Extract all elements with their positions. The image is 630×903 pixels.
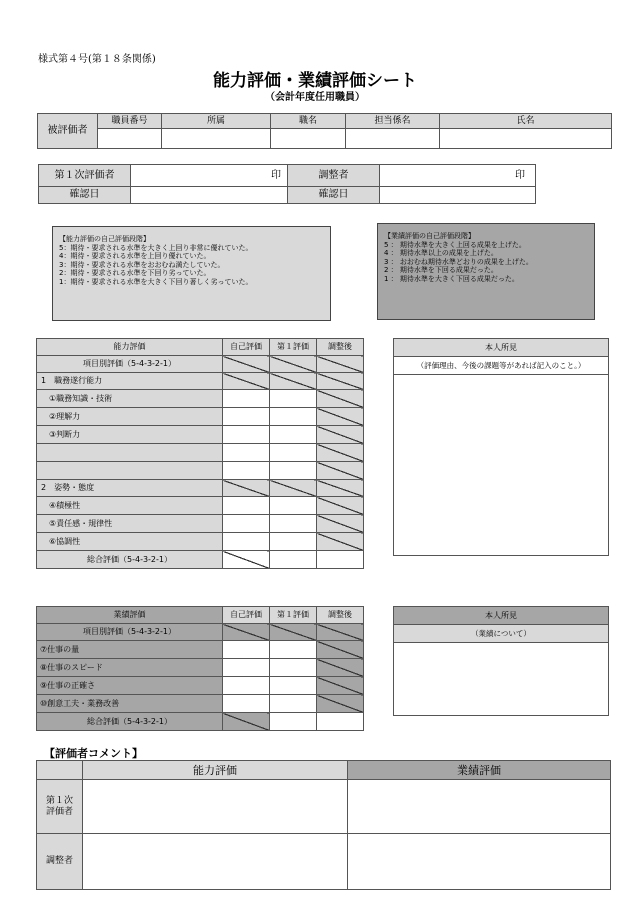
performance-total-first[interactable] (270, 713, 317, 731)
item-10-label: ⑩創意工夫・業務改善 (37, 695, 223, 713)
first-evaluator-label: 第１次評価者 (39, 165, 131, 187)
ability-table (36, 338, 364, 569)
self-opinion-performance[interactable] (393, 606, 609, 716)
self-opinion-ability[interactable] (393, 338, 609, 556)
item-1-label: ①職務知識・技術 (37, 390, 223, 408)
corner-cell (37, 761, 83, 780)
col-department: 所属 (162, 114, 271, 129)
blocked-cell (317, 533, 364, 551)
first-confirm-date[interactable] (131, 187, 288, 204)
self-eval-header: 自己評価 (223, 607, 270, 624)
blocked-cell (270, 356, 317, 373)
blank-item-first[interactable] (270, 462, 317, 480)
col-section: 担当係名 (346, 114, 440, 129)
item-9-first[interactable] (270, 677, 317, 695)
form-number: 様式第４号(第１８条関係) (38, 54, 156, 65)
comment-row-adjuster: 調整者 (37, 834, 83, 890)
performance-header: 業績評価 (37, 607, 223, 624)
blocked-cell (317, 390, 364, 408)
evaluatee-label: 被評価者 (38, 114, 98, 149)
ability-scale-line: 5：期待・要求される水準を大きく上回り非常に優れていた。 (59, 243, 253, 252)
blocked-cell (223, 356, 270, 373)
adjuster-confirm-label: 確認日 (288, 187, 380, 204)
performance-scale-title: 【業績評価の自己評価段階】 (384, 232, 475, 240)
blocked-cell (317, 426, 364, 444)
item-10-first[interactable] (270, 695, 317, 713)
item-3-first[interactable] (270, 426, 317, 444)
ability-total-adjusted[interactable] (317, 551, 364, 569)
first-confirm-label: 確認日 (39, 187, 131, 204)
item-6-label: ⑥協調性 (37, 533, 223, 551)
item-9-self[interactable] (223, 677, 270, 695)
blocked-cell (223, 551, 270, 569)
self-opinion-title: 本人所見 (394, 339, 608, 357)
item-8-first[interactable] (270, 659, 317, 677)
item-3-label: ③判断力 (37, 426, 223, 444)
item-5-label: ⑤責任感・規律性 (37, 515, 223, 533)
item-1-first[interactable] (270, 390, 317, 408)
staff-number-cell[interactable] (98, 129, 162, 149)
performance-total-adjusted[interactable] (317, 713, 364, 731)
adjuster-seal[interactable]: 印 (380, 165, 536, 187)
blocked-cell (317, 408, 364, 426)
comment-col-ability: 能力評価 (83, 761, 348, 780)
ability-total-first[interactable] (270, 551, 317, 569)
blocked-cell (317, 480, 364, 497)
item-4-self[interactable] (223, 497, 270, 515)
item-2-first[interactable] (270, 408, 317, 426)
performance-scale-line: 3 ： おおむね期待水準どおりの成果を上げた。 (384, 257, 533, 266)
blocked-cell (223, 713, 270, 731)
department-cell[interactable] (162, 129, 271, 149)
first-performance-comment[interactable] (348, 780, 611, 834)
blocked-cell (317, 356, 364, 373)
ability-scale-line: 1：期待・要求される水準を大きく下回り著しく劣っていた。 (59, 277, 253, 286)
item-7-label: ⑦仕事の量 (37, 641, 223, 659)
comments-table (36, 760, 611, 890)
ability-scale-box (52, 226, 331, 321)
item-9-label: ⑨仕事の正確さ (37, 677, 223, 695)
comments-title: 【評価者コメント】 (44, 747, 143, 760)
col-name: 氏名 (440, 114, 612, 129)
item-4-first[interactable] (270, 497, 317, 515)
ability-scale-title: 【能力評価の自己評価段階】 (59, 235, 150, 243)
self-opinion-note: （評価理由、今後の課題等があれば記入のこと。） (394, 357, 608, 375)
performance-scale-line: 4 ： 期待水準以上の成果を上げた。 (384, 249, 498, 258)
blocked-cell (317, 373, 364, 390)
adjusted-header: 調整後 (317, 339, 364, 356)
adjusted-header: 調整後 (317, 607, 364, 624)
blocked-cell (317, 677, 364, 695)
item-6-self[interactable] (223, 533, 270, 551)
item-8-self[interactable] (223, 659, 270, 677)
performance-scale-box (377, 223, 595, 320)
first-ability-comment[interactable] (83, 780, 348, 834)
blank-item-self[interactable] (223, 462, 270, 480)
section-2-label: 2 姿勢・態度 (37, 480, 223, 497)
blocked-cell (270, 480, 317, 497)
col-staff-number: 職員番号 (98, 114, 162, 129)
first-eval-header: 第１評価 (270, 339, 317, 356)
performance-total-label: 総合評価（5-4-3-2-1） (37, 713, 223, 731)
item-7-self[interactable] (223, 641, 270, 659)
evaluatee-table (37, 113, 612, 149)
blocked-cell (317, 659, 364, 677)
item-3-self[interactable] (223, 426, 270, 444)
first-eval-header: 第１評価 (270, 607, 317, 624)
blocked-cell (317, 624, 364, 641)
blocked-cell (270, 624, 317, 641)
comment-row-first-evaluator: 第１次 評価者 (37, 780, 83, 834)
blocked-cell (317, 641, 364, 659)
item-2-self[interactable] (223, 408, 270, 426)
comment-col-performance: 業績評価 (348, 761, 611, 780)
ability-scale-line: 4：期待・要求される水準を上回り優れていた。 (59, 252, 211, 261)
name-cell[interactable] (440, 129, 612, 149)
performance-scale-line: 2 ： 期待水準を下回る成果だった。 (384, 266, 498, 275)
item-7-first[interactable] (270, 641, 317, 659)
blocked-cell (223, 373, 270, 390)
blocked-cell (317, 444, 364, 462)
job-title-cell[interactable] (271, 129, 346, 149)
first-evaluator-seal[interactable]: 印 (131, 165, 288, 187)
adjuster-label: 調整者 (288, 165, 380, 187)
performance-scale-line: 5 ： 期待水準を大きく上回る成果を上げた。 (384, 240, 526, 249)
page-subtitle: （会計年度任用職員） (265, 92, 365, 103)
adjuster-ability-comment[interactable] (83, 834, 348, 890)
ability-header: 能力評価 (37, 339, 223, 356)
blank-item-first[interactable] (270, 444, 317, 462)
item-8-label: ⑧仕事のスピード (37, 659, 223, 677)
ability-scale-line: 3：期待・要求される水準をおおむね満たしていた。 (59, 260, 225, 269)
item-eval-label: 項目別評価（5-4-3-2-1） (37, 624, 223, 641)
blank-item-label (37, 444, 223, 462)
item-eval-label: 項目別評価（5-4-3-2-1） (37, 356, 223, 373)
item-5-first[interactable] (270, 515, 317, 533)
blocked-cell (223, 624, 270, 641)
section-1-label: 1 職務遂行能力 (37, 373, 223, 390)
blocked-cell (317, 695, 364, 713)
self-eval-header: 自己評価 (223, 339, 270, 356)
self-opinion-title: 本人所見 (394, 607, 608, 625)
blocked-cell (223, 480, 270, 497)
ability-total-label: 総合評価（5-4-3-2-1） (37, 551, 223, 569)
item-1-self[interactable] (223, 390, 270, 408)
blocked-cell (317, 462, 364, 480)
blank-item-label (37, 462, 223, 480)
item-6-first[interactable] (270, 533, 317, 551)
col-job-title: 職名 (271, 114, 346, 129)
blocked-cell (317, 515, 364, 533)
ability-scale-line: 2：期待・要求される水準を下回り劣っていた。 (59, 269, 211, 278)
page-title: 能力評価・業績評価シート (213, 71, 417, 91)
section-cell[interactable] (346, 129, 440, 149)
item-4-label: ④積極性 (37, 497, 223, 515)
performance-scale-line: 1 ： 期待水準を大きく下回る成果だった。 (384, 274, 519, 283)
performance-table (36, 606, 364, 731)
blank-item-self[interactable] (223, 444, 270, 462)
item-10-self[interactable] (223, 695, 270, 713)
blocked-cell (270, 373, 317, 390)
evaluator-table (38, 164, 536, 204)
item-2-label: ②理解力 (37, 408, 223, 426)
adjuster-confirm-date[interactable] (380, 187, 536, 204)
self-opinion-note: （業績について） (394, 625, 608, 643)
adjuster-performance-comment[interactable] (348, 834, 611, 890)
blocked-cell (317, 497, 364, 515)
item-5-self[interactable] (223, 515, 270, 533)
